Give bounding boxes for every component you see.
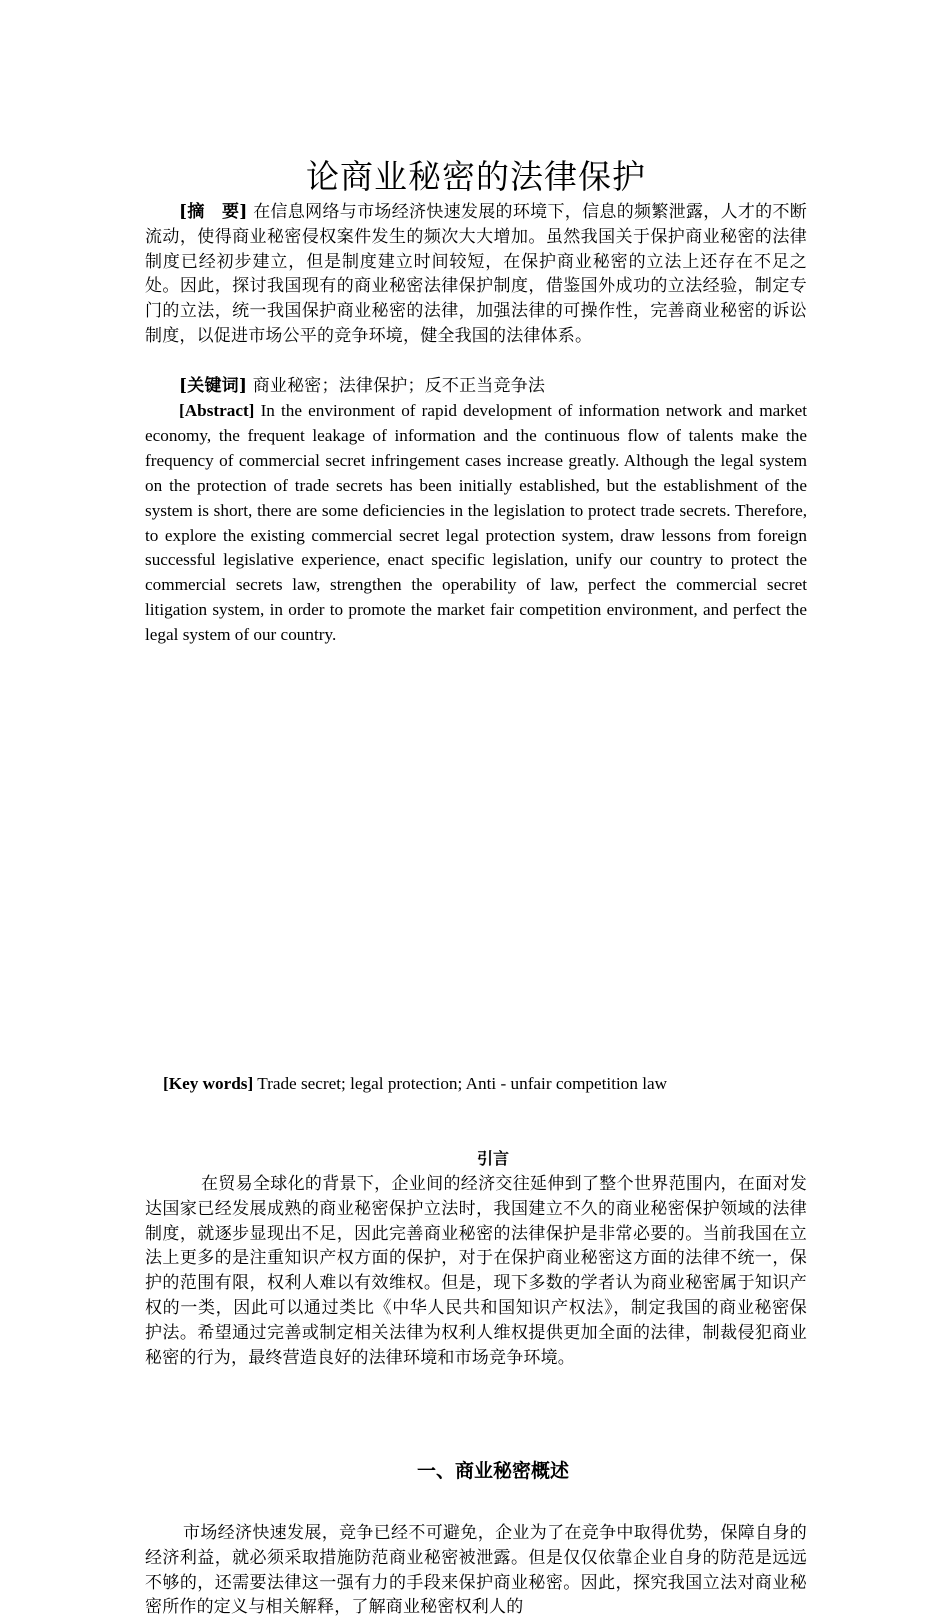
intro-heading: 引言 <box>476 1149 509 1168</box>
abstract-zh-text: 在信息网络与市场经济快速发展的环境下，信息的频繁泄露，人才的不断流动，使得商业秘密侵权案件发生的频次大大增加。虽然我国关于保护商业秘密的法律制度已经初步建立，但是制度建立时间较短，在保护商业秘密的立法上还存在不足之处。因此，探讨我国现有的商业秘密法律保护制度，借鉴国外成功的立法经验，制定专门的立法，统一我国保护商业秘密的法律，加强法律的可操作性，完善商业秘密的诉讼制度，以促进市场公平的竞争环境，健全我国的法律体系。 <box>145 202 807 346</box>
keywords-zh-label: [关键词] <box>179 376 248 396</box>
keywords-zh <box>145 374 807 399</box>
abstract-zh <box>145 200 807 349</box>
keywords-en-label: [Key words] <box>163 1074 254 1093</box>
abstract-zh-label: [摘 要] <box>179 202 248 222</box>
abstract-en <box>145 399 807 1617</box>
abstract-en-label: [Abstract] <box>179 401 255 420</box>
intro-paragraph: 在贸易全球化的背景下，企业间的经济交往延伸到了整个世界范围内，在面对发达国家已经发展成熟的商业秘密保护立法时，我国建立不久的商业秘密保护领域的法律制度，就逐步显现出不足，因此完善商业秘密的法律保护是非常必要的。当前我国在立法上更多的是注重知识产权方面的保护，对于在保护商业秘密这方面的法律不统一，保护的范围有限，权利人难以有效维权。但是，现下多数的学者认为商业秘密属于知识产权的一类，因此可以通过类比《中华人民共和国知识产权法》，制定我国的商业秘密保护法。希望通过完善或制定相关法律为权利人维权提供更加全面的法律，制裁侵犯商业秘密的行为，最终营造良好的法律环境和市场竞争环境。 <box>145 1174 807 1367</box>
section-1-paragraph: 市场经济快速发展，竞争已经不可避免，企业为了在竞争中取得优势，保障自身的经济利益，就必须采取措施防范商业秘密被泄露。但是仅仅依靠企业自身的防范是远远不够的，还需要法律这一强有力的手段来保护商业秘密。因此，探究我国立法对商业秘密所作的定义与相关解释，了解商业秘密权利人的 <box>145 1523 807 1617</box>
keywords-en-text: Trade secret; legal protection; Anti - unfair competition law <box>257 1074 668 1093</box>
section-1-heading: 一、商业秘密概述 <box>416 1460 569 1482</box>
document-title: 论商业秘密的法律保护 <box>306 157 646 196</box>
keywords-en <box>145 1072 807 1097</box>
keywords-zh-text: 商业秘密；法律保护；反不正当竞争法 <box>252 376 546 396</box>
abstract-en-text: In the environment of rapid development of information network and market economy, the frequent leakage of information and the continuous flow of talents make the frequency of commercial secret infringement cases increase greatly. Although the legal system on the protection of trade secrets has been initially established, but the establishment of the system is short, there are some deficiencies in the legislation to protect trade secrets. Therefore, to explore the existing commercial secret legal protection system, draw lessons from foreign successful legislative experience, enact specific legislation, unify our country to protect the commercial secrets law, strengthen the operability of law, perfect the commercial secret litigation system, in order to promote the market fair competition environment, and perfect the legal system of our country. <box>145 401 807 645</box>
